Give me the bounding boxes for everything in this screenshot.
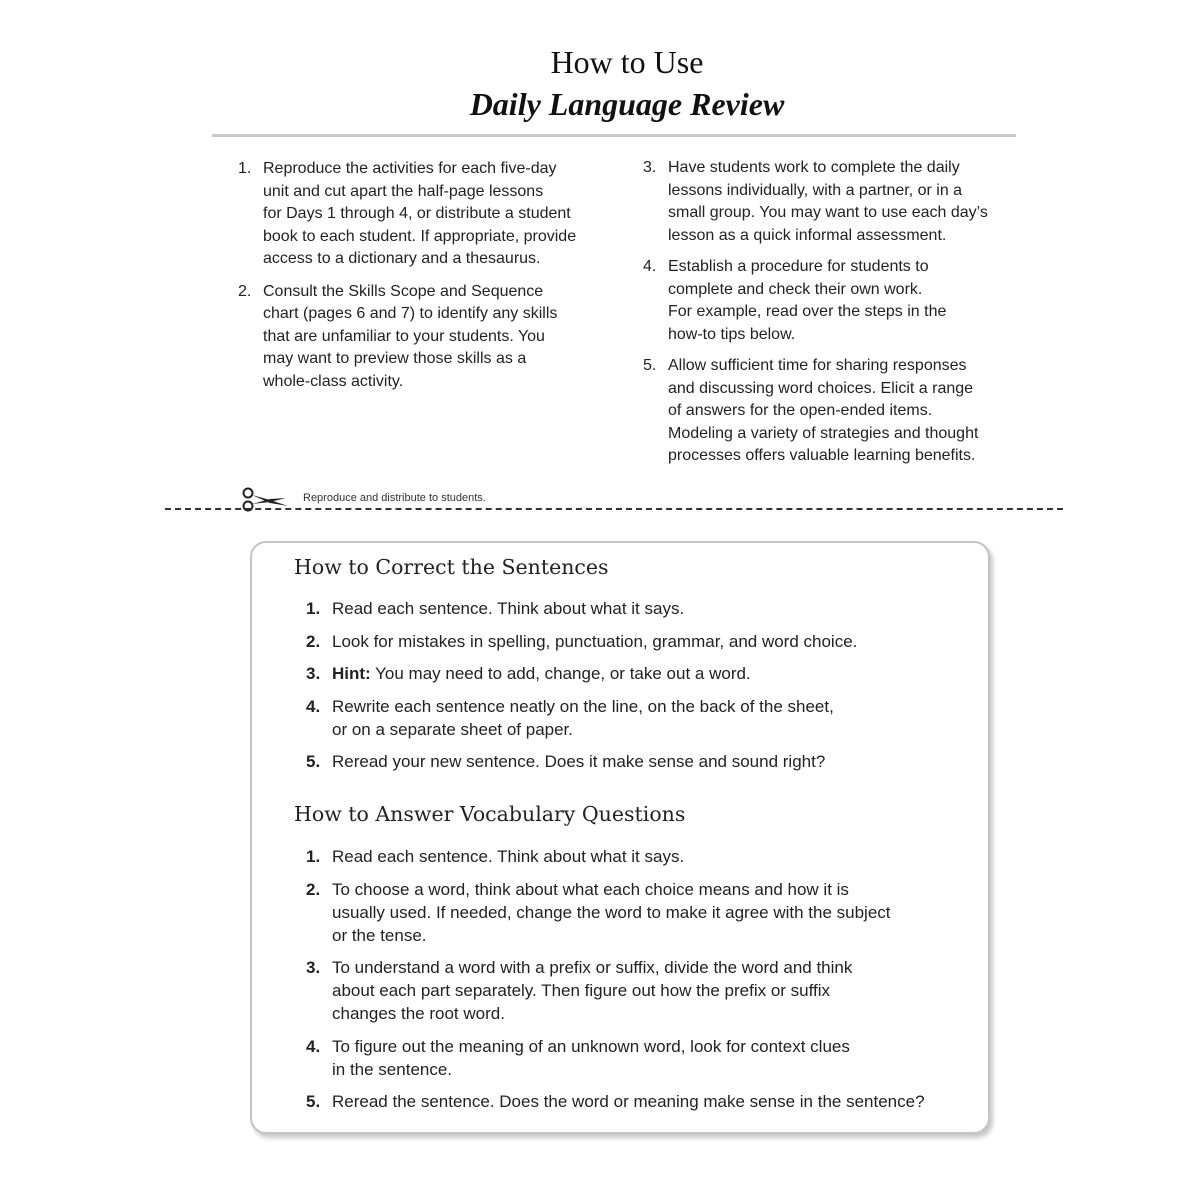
instruction-item — [643, 256, 1023, 346]
step-number: 1. — [306, 599, 321, 618]
step-number: 5. — [306, 1092, 321, 1111]
correct-sentences-heading: How to Correct the Sentences — [294, 555, 609, 579]
instruction-item — [643, 355, 1023, 468]
list-item — [306, 597, 976, 620]
instructions-right-column — [643, 157, 1023, 477]
page-title: How to Use — [550, 44, 704, 80]
scissors-icon — [240, 486, 292, 512]
vocabulary-heading: How to Answer Vocabulary Questions — [294, 802, 686, 826]
list-item — [306, 1090, 976, 1113]
step-number: 2. — [306, 631, 321, 651]
step-number: 3. — [306, 664, 321, 683]
step-text: Look for mistakes in spelling, punctuation, grammar, and word choice. — [332, 631, 858, 651]
list-item — [306, 845, 976, 868]
step-text: Reread your new sentence. Does it make sense and sound right? — [332, 752, 826, 771]
instruction-text: Allow sufficient time for sharing responses and discussing word choices. Elicit a range of answers for the open-ended items. Modeling a variety of strategies and thought processes offers valuable learning benefits. — [668, 357, 979, 464]
list-item — [306, 695, 976, 741]
list-item — [306, 630, 976, 653]
step-text — [332, 662, 976, 685]
list-item — [306, 956, 976, 1025]
step-number: 4. — [306, 1036, 321, 1056]
list-item — [306, 878, 976, 947]
instruction-number: 4. — [643, 258, 657, 275]
hint-label: Hint: — [332, 664, 371, 683]
title-divider — [212, 134, 1016, 137]
instruction-number: 1. — [238, 160, 252, 177]
step-number: 3. — [306, 958, 321, 977]
cut-line — [165, 508, 1063, 510]
list-item — [306, 750, 976, 773]
instruction-text: Consult the Skills Scope and Sequence chart (pages 6 and 7) to identify any skills that are unfamiliar to your students. You may want to preview those skills as a whole-class activity. — [263, 282, 558, 390]
step-number: 2. — [306, 879, 321, 899]
step-text: Reread the sentence. Does the word or meaning make sense in the sentence? — [332, 1092, 925, 1111]
step-number: 5. — [306, 752, 321, 771]
cut-instruction: Reproduce and distribute to students. — [303, 492, 486, 504]
step-text: Read each sentence. Think about what it says. — [332, 599, 685, 618]
hint-text: You may need to add, change, or take out a word. — [370, 664, 751, 683]
correct-sentences-list — [306, 597, 976, 783]
instruction-text: Establish a procedure for students to complete and check their own work. For example, read over the steps in the how-to tips below. — [668, 258, 947, 343]
instruction-item — [238, 158, 618, 271]
instruction-number: 2. — [238, 282, 252, 300]
step-text: Read each sentence. Think about what it says. — [332, 847, 685, 866]
step-number: 1. — [306, 847, 321, 866]
instruction-item — [643, 157, 1023, 247]
step-text: Rewrite each sentence neatly on the line, on the back of the sheet, or on a separate sheet of paper. — [332, 696, 834, 739]
page-subtitle: Daily Language Review — [469, 86, 785, 122]
step-text: To understand a word with a prefix or suffix, divide the word and think about each part separately. Then figure out how the prefix or suffix changes the root word. — [332, 958, 853, 1023]
step-number: 4. — [306, 696, 321, 716]
instruction-number: 5. — [643, 357, 657, 374]
instruction-text: Reproduce the activities for each five-day unit and cut apart the half-page lessons for Days 1 through 4, or distribute a student book to each student. If appropriate, provide access to a dictionary and a thesaurus. — [263, 160, 577, 267]
instruction-item — [238, 281, 618, 394]
instruction-number: 3. — [643, 159, 657, 176]
step-text: To figure out the meaning of an unknown word, look for context clues in the sentence. — [332, 1036, 850, 1079]
step-text: To choose a word, think about what each choice means and how it is usually used. If needed, change the word to make it agree with the subject or the tense. — [332, 879, 891, 945]
instruction-text: Have students work to complete the daily lessons individually, with a partner, or in a small group. You may want to use each day’s lesson as a quick informal assessment. — [668, 159, 988, 244]
instructions-left-column — [238, 158, 618, 403]
vocabulary-list — [306, 845, 976, 1123]
list-item — [306, 1035, 976, 1081]
list-item — [306, 662, 976, 685]
